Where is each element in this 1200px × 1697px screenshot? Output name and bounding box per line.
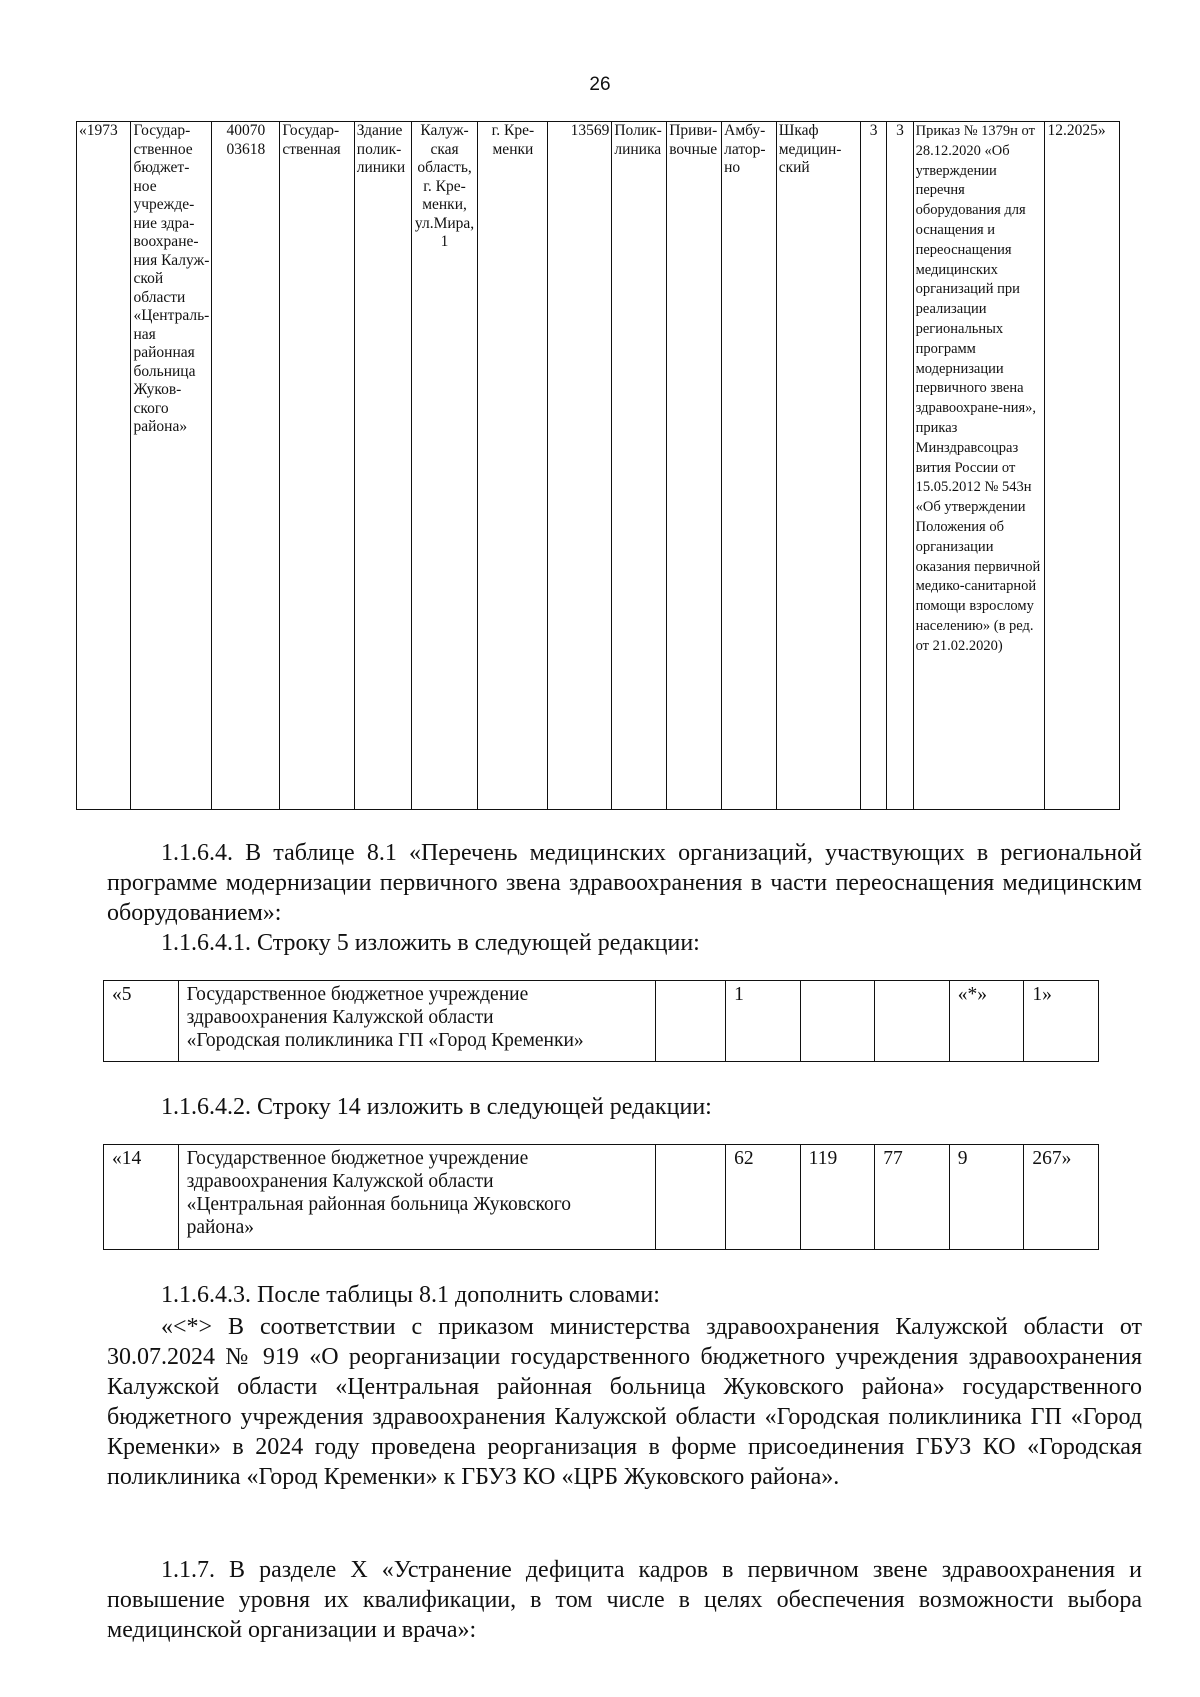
value-cell-4: 77: [875, 1145, 950, 1250]
room-cell: Приви-вочные: [667, 122, 722, 810]
building-cell: Здание полик-линики: [354, 122, 411, 810]
paragraph-2: 1.1.6.4.1. Строку 5 изложить в следующей редакции:: [161, 930, 700, 956]
value-cell-4: [875, 981, 950, 1062]
value-cell-3: 119: [800, 1145, 875, 1250]
table-row: [77, 122, 1120, 810]
org-line-1: Государственное бюджетное учреждение: [186, 1148, 529, 1169]
org-line-2: здравоохранения Калужской области: [186, 1007, 494, 1028]
code-cell: [212, 122, 280, 810]
value-cell-6: 1»: [1024, 981, 1099, 1062]
row-number-cell: «14: [104, 1145, 179, 1250]
value-cell-1: [655, 1145, 725, 1250]
value-cell-1: [655, 981, 725, 1062]
code-line-1: 40070: [226, 122, 266, 139]
page-number: 26: [589, 74, 611, 95]
paragraph-3: 1.1.6.4.2. Строку 14 изложить в следующей редакции:: [161, 1094, 712, 1120]
org-line-3: «Центральная районная больница Жуковского: [186, 1194, 571, 1215]
equipment-table: [76, 121, 1120, 810]
document-cell: Приказ № 1379н от 28.12.2020 «Об утверждении перечня оборудования для оснащения и переоснащения медицинских организаций при реализации региональных программ модернизации первичного звена здравоохране-ния», приказ Минздравсоцраз вития России от 15.05.2012 № 543н «Об утверждении Положения об организации оказания первичной медико-санитарной помощи взрослому населению» (в ред. от 21.02.2020): [913, 122, 1045, 810]
org-name-cell: [178, 981, 655, 1062]
address-cell: Калуж-ская область, г. Кре-менки, ул.Мира, 1: [411, 122, 478, 810]
row5-table: [103, 980, 1099, 1062]
value-cell-3: [800, 981, 875, 1062]
row14-table: [103, 1144, 1099, 1250]
org-line-1: Государственное бюджетное учреждение: [186, 984, 529, 1005]
org-name-cell: Государ-ственное бюджет-ное учрежде-ние здра-воохране-ния Калуж-ской области «Централь-ная районная больница Жуков-ского района»: [131, 122, 212, 810]
paragraph-1: 1.1.6.4. В таблице 8.1 «Перечень медицинских организаций, участвующих в региональной программе модернизации первичного звена здравоохранения в части переоснащения медицинским оборудованием»:: [107, 840, 1142, 926]
table-row: [104, 981, 1099, 1062]
org-line-3: «Городская поликлиника ГП «Город Кременки»: [186, 1030, 584, 1051]
value-cell-6: 267»: [1024, 1145, 1099, 1250]
service-cell: Амбу-латор-но: [722, 122, 777, 810]
date-cell: 12.2025»: [1045, 122, 1120, 810]
org-name-cell: [178, 1145, 655, 1250]
population-cell: 13569: [548, 122, 612, 810]
qty-cell-2: 3: [887, 122, 913, 810]
unit-cell: Полик-линика: [612, 122, 667, 810]
value-cell-5: «*»: [949, 981, 1024, 1062]
value-cell-2: 1: [726, 981, 801, 1062]
ownership-cell: Государ-ственная: [280, 122, 354, 810]
org-line-2: здравоохранения Калужской области: [186, 1171, 494, 1192]
value-cell-2: 62: [726, 1145, 801, 1250]
code-line-2: 03618: [226, 140, 266, 158]
settlement-cell: г. Кре-менки: [478, 122, 548, 810]
row-number-cell: «1973: [77, 122, 131, 810]
table-row: [104, 1145, 1099, 1250]
qty-cell-1: 3: [860, 122, 886, 810]
row-number-cell: «5: [104, 981, 179, 1062]
paragraph-4: 1.1.6.4.3. После таблицы 8.1 дополнить словами:: [161, 1282, 660, 1308]
paragraph-6: 1.1.7. В разделе X «Устранение дефицита кадров в первичном звене здравоохранения и повышение уровня их квалификации, в том числе в целях обеспечения возможности выбора медицинской организации и врача»:: [107, 1557, 1142, 1643]
paragraph-5: «<*> В соответствии с приказом министерства здравоохранения Калужской области от 30.07.2024 № 919 «О реорганизации государственного бюджетного учреждения здравоохранения Калужской области «Центральная районная больница Жуковского района» государственного бюджетного учреждения здравоохранения Калужской области «Городская поликлиника ГП «Город Кременки» в 2024 году проведена реорганизация в форме присоединения ГБУЗ КО «Городская поликлиника «Город Кременки» к ГБУЗ КО «ЦРБ Жуковского района».: [107, 1314, 1142, 1490]
org-line-4: района»: [186, 1217, 254, 1238]
value-cell-5: 9: [949, 1145, 1024, 1250]
equipment-cell: Шкаф медицин-ский: [776, 122, 860, 810]
